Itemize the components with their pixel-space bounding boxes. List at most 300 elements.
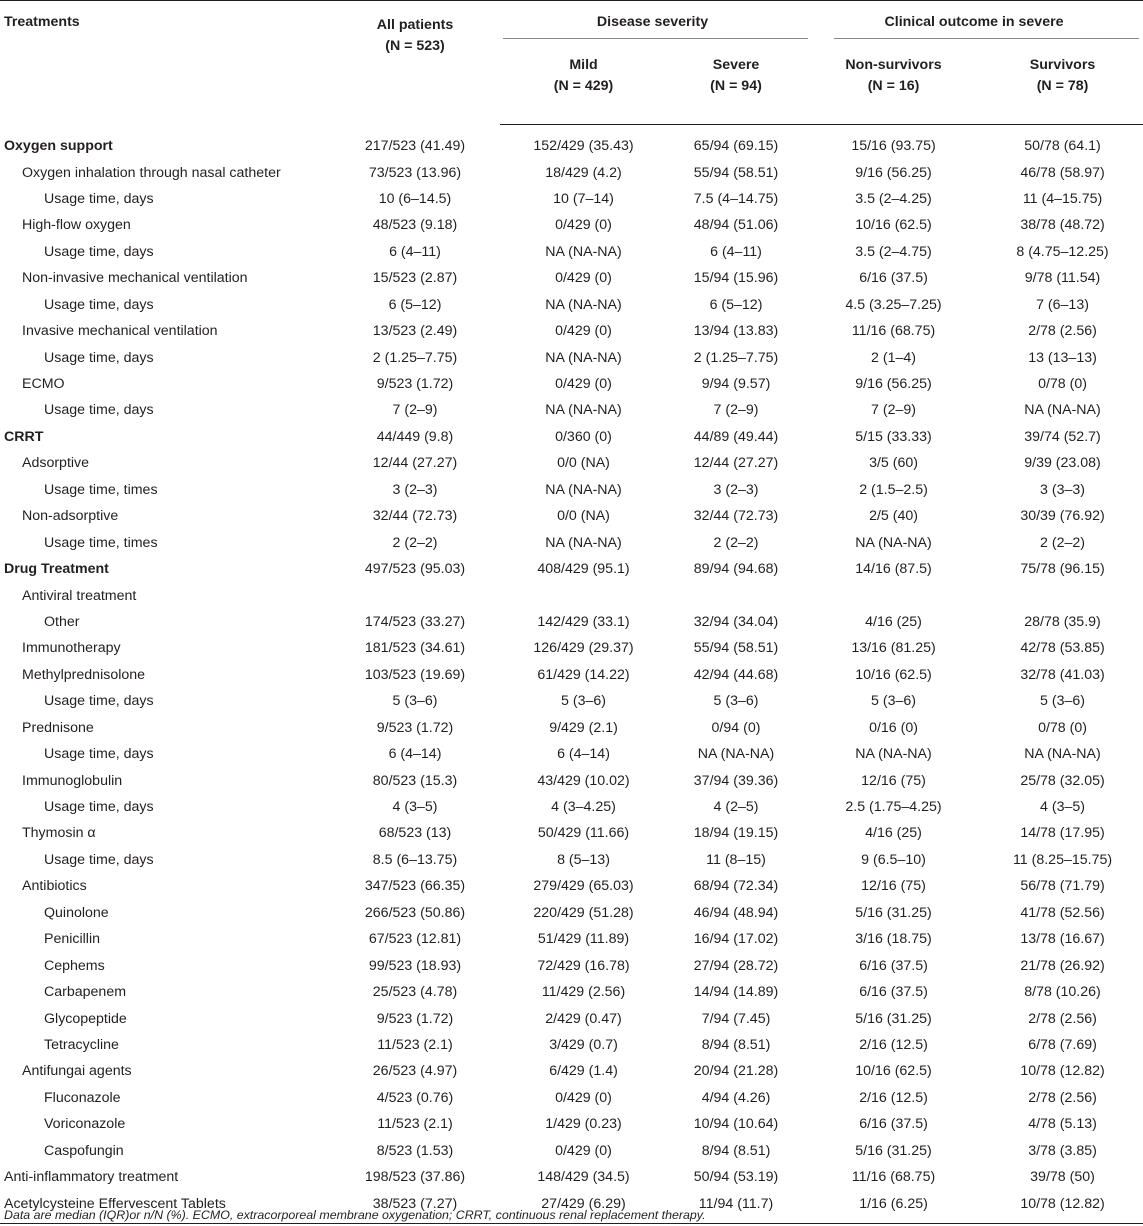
cell-value: 4/94 (4.26): [701, 1089, 771, 1106]
cell-value: 41/78 (52.56): [1020, 904, 1105, 921]
row-label: Usage time, days: [44, 243, 154, 260]
cell-value: 38/523 (7.27): [330, 1191, 500, 1224]
cell-value: 3 (2–3): [713, 481, 759, 498]
cell-value: 27/429 (6.29): [500, 1191, 667, 1224]
cell-value: 51/429 (11.89): [537, 931, 630, 948]
table-row: [0, 847, 1143, 873]
row-label: ECMO: [22, 376, 65, 393]
cell-value: 8 (5–13): [557, 851, 610, 868]
header-mild: [500, 41, 667, 125]
cell-value: 3.5 (2–4.25): [855, 190, 932, 207]
cell-value: [500, 582, 667, 608]
cell-value: 67/523 (12.81): [368, 931, 462, 948]
cell-value: 18/429 (4.2): [545, 164, 622, 181]
header-non-survivors-n: (N = 16): [867, 78, 920, 94]
cell-value: 0/429 (0): [555, 217, 612, 234]
cell-value: 497/523 (95.03): [364, 561, 466, 578]
row-label: Usage time, days: [44, 296, 154, 313]
table-row: [0, 450, 1143, 476]
cell-value: 75/78 (96.15): [1020, 561, 1105, 578]
cell-value: 4 (3–5): [1040, 799, 1085, 816]
cell-value: 0/429 (0): [555, 1142, 612, 1159]
cell-value: 266/523 (50.86): [364, 904, 466, 921]
cell-value: NA (NA-NA): [855, 746, 932, 763]
cell-value: 347/523 (66.35): [364, 878, 466, 895]
table-row: [0, 186, 1143, 212]
cell-value: 50/94 (53.19): [693, 1169, 779, 1186]
table-row: [0, 582, 1143, 608]
header-non-survivors: [805, 41, 982, 125]
cell-value: 2 (2–2): [392, 534, 438, 551]
cell-value: 6/16 (37.5): [859, 957, 928, 974]
cell-value: 2 (1.25–7.75): [372, 349, 458, 366]
cell-value: 0/16 (0): [869, 719, 918, 736]
cell-value: 13/523 (2.49): [372, 323, 458, 340]
cell-value: 8/523 (1.53): [376, 1142, 454, 1159]
cell-value: NA (NA-NA): [855, 534, 932, 551]
cell-value: 48/94 (51.06): [693, 217, 779, 234]
cell-value: 15/94 (15.96): [693, 270, 779, 287]
cell-value: 4.5 (3.25–7.25): [845, 296, 942, 313]
cell-value: 8.5 (6–13.75): [372, 851, 458, 868]
cell-value: 9/523 (1.72): [376, 1010, 454, 1027]
table-footnote: Data are median (IQR)or n/N (%). ECMO, extracorporeal membrane oxygenation; CRRT, continuous renal replacement therapy.: [4, 1208, 706, 1222]
cell-value: 7/94 (7.45): [701, 1010, 771, 1027]
cell-value: 4/523 (0.76): [376, 1089, 454, 1106]
cell-value: 10/94 (10.64): [693, 1116, 779, 1133]
row-label: Immunoglobulin: [22, 772, 123, 789]
cell-value: 11/523 (2.1): [377, 1116, 453, 1133]
cell-value: 103/523 (19.69): [364, 666, 466, 683]
cell-value: 5 (3–6): [561, 693, 606, 710]
cell-value: 2 (2–2): [1040, 534, 1085, 551]
cell-value: 32/44 (72.73): [693, 508, 779, 525]
cell-value: 39/78 (50): [1030, 1169, 1095, 1186]
cell-value: 8/94 (8.51): [701, 1036, 771, 1053]
cell-value: 6/78 (7.69): [1028, 1036, 1097, 1053]
cell-value: 25/523 (4.78): [372, 984, 458, 1001]
row-label: Usage time, days: [44, 799, 154, 816]
cell-value: 42/78 (53.85): [1020, 640, 1105, 657]
cell-value: 2 (1–4): [871, 349, 916, 366]
cell-value: 4 (3–4.25): [551, 799, 616, 816]
cell-value: 3.5 (2–4.75): [855, 243, 932, 260]
cell-value: 5/16 (31.25): [855, 904, 932, 921]
cell-value: 5/16 (31.25): [855, 1010, 932, 1027]
table-row: [0, 926, 1143, 952]
cell-value: 4 (3–5): [392, 799, 438, 816]
cell-value: 68/94 (72.34): [693, 878, 779, 895]
header-disease-severity: Disease severity: [500, 1, 805, 42]
table-row: [0, 212, 1143, 238]
cell-value: 9 (6.5–10): [861, 851, 926, 868]
cell-value: 7 (6–13): [1036, 296, 1089, 313]
table-row: [0, 556, 1143, 582]
cell-value: 7 (2–9): [713, 402, 759, 419]
cell-value: 5/15 (33.33): [855, 428, 932, 445]
cell-value: 10/16 (62.5): [855, 1063, 932, 1080]
cell-value: 181/523 (34.61): [364, 640, 466, 657]
cell-value: 89/94 (94.68): [693, 561, 779, 578]
table-row: [0, 265, 1143, 291]
table-body: [0, 125, 1143, 1224]
cell-value: 8/78 (10.26): [1024, 984, 1101, 1001]
table-row: [0, 953, 1143, 979]
header-clinical-outcome: Clinical outcome in severe: [805, 1, 1143, 42]
cell-value: NA (NA-NA): [545, 402, 622, 419]
table-row: [0, 1058, 1143, 1084]
cell-value: 9/523 (1.72): [376, 376, 454, 393]
row-label: Usage time, days: [44, 851, 154, 868]
row-label: Non-invasive mechanical ventilation: [22, 270, 248, 287]
cell-value: 13/16 (81.25): [851, 640, 936, 657]
cell-value: 0/0 (NA): [557, 455, 610, 472]
row-label: Anti-inflammatory treatment: [4, 1169, 179, 1186]
cell-value: 13 (13–13): [1028, 349, 1097, 366]
cell-value: 32/44 (72.73): [372, 508, 458, 525]
cell-value: 32/94 (34.04): [693, 613, 779, 630]
cell-value: 9/523 (1.72): [376, 719, 454, 736]
cell-value: 32/78 (41.03): [1020, 666, 1105, 683]
cell-value: 4/16 (25): [865, 613, 922, 630]
table-row: [0, 530, 1143, 556]
cell-value: 8 (4.75–12.25): [1016, 243, 1109, 260]
cell-value: 37/94 (39.36): [693, 772, 779, 789]
cell-value: 0/94 (0): [711, 719, 761, 736]
cell-value: 1/16 (6.25): [805, 1191, 982, 1224]
table-row: [0, 741, 1143, 767]
cell-value: NA (NA-NA): [545, 296, 622, 313]
cell-value: 11/429 (2.56): [541, 984, 626, 1001]
cell-value: 279/429 (65.03): [533, 878, 634, 895]
row-label: Thymosin α: [22, 825, 96, 842]
cell-value: 6 (4–11): [710, 243, 762, 260]
cell-value: 46/78 (58.97): [1020, 164, 1105, 181]
cell-value: 5 (3–6): [392, 693, 438, 710]
row-label: Usage time, days: [44, 746, 154, 763]
cell-value: 0/429 (0): [555, 1089, 612, 1106]
row-label: Glycopeptide: [44, 1010, 127, 1027]
table-row: [0, 424, 1143, 450]
cell-value: 11/16 (68.75): [851, 323, 936, 340]
cell-value: 65/94 (69.15): [693, 138, 779, 155]
table-row: [0, 609, 1143, 635]
row-label: Usage time, times: [44, 481, 158, 498]
cell-value: NA (NA-NA): [697, 746, 775, 763]
row-label: Caspofungin: [44, 1142, 124, 1159]
header-survivors-label: Survivors: [1029, 57, 1096, 73]
cell-value: 13/78 (16.67): [1020, 931, 1105, 948]
cell-value: 2/5 (40): [869, 508, 918, 525]
cell-value: 68/523 (13): [378, 825, 452, 842]
row-label: Quinolone: [44, 904, 109, 921]
row-label: High-flow oxygen: [22, 217, 131, 234]
table-row: [0, 371, 1143, 397]
cell-value: 6 (4–14): [557, 746, 610, 763]
cell-value: 14/16 (87.5): [855, 561, 932, 578]
row-label: Invasive mechanical ventilation: [22, 323, 218, 340]
table-row: [0, 1085, 1143, 1111]
table-row: [0, 345, 1143, 371]
row-label: Other: [44, 613, 80, 630]
header-survivors-n: (N = 78): [1036, 78, 1089, 94]
cell-value: 3/5 (60): [869, 455, 918, 472]
cell-value: 8/94 (8.51): [701, 1142, 771, 1159]
table-row: [0, 900, 1143, 926]
cell-value: NA (NA-NA): [545, 481, 622, 498]
cell-value: 15/16 (93.75): [851, 138, 936, 155]
cell-value: 27/94 (28.72): [693, 957, 779, 974]
row-label: Usage time, days: [44, 349, 154, 366]
cell-value: 6/429 (1.4): [549, 1063, 618, 1080]
cell-value: 7 (2–9): [871, 402, 916, 419]
cell-value: 48/523 (9.18): [372, 217, 458, 234]
cell-value: NA (NA-NA): [545, 534, 622, 551]
cell-value: 44/89 (49.44): [693, 428, 779, 445]
cell-value: 6 (5–12): [709, 296, 763, 313]
row-label: Tetracycline: [44, 1036, 119, 1053]
cell-value: 3 (3–3): [1040, 481, 1085, 498]
cell-value: 43/429 (10.02): [537, 772, 630, 789]
cell-value: 0/0 (NA): [557, 508, 610, 525]
cell-value: 61/429 (14.22): [537, 666, 630, 683]
cell-value: 3/78 (3.85): [1028, 1142, 1097, 1159]
cell-value: 50/429 (11.66): [537, 825, 630, 842]
cell-value: 3/16 (18.75): [855, 931, 932, 948]
cell-value: 152/429 (35.43): [533, 138, 634, 155]
cell-value: 2 (1.25–7.75): [693, 349, 779, 366]
cell-value: 142/429 (33.1): [537, 613, 630, 630]
cell-value: 10/78 (12.82): [1020, 1063, 1105, 1080]
header-survivors: [982, 41, 1143, 125]
cell-value: 12/16 (75): [861, 878, 926, 895]
header-non-survivors-label: Non-survivors: [845, 57, 942, 73]
cell-value: 11 (4–15.75): [1022, 190, 1103, 207]
cell-value: 2/78 (2.56): [1028, 323, 1097, 340]
cell-value: NA (NA-NA): [545, 349, 622, 366]
header-severe-n: (N = 94): [710, 78, 762, 94]
table-row: [0, 635, 1143, 661]
cell-value: 2/16 (12.5): [859, 1089, 928, 1106]
cell-value: 2 (1.5–2.5): [859, 481, 928, 498]
cell-value: 11/523 (2.1): [377, 1036, 453, 1053]
table-row: [0, 503, 1143, 529]
cell-value: 72/429 (16.78): [537, 957, 630, 974]
table-row: [0, 397, 1143, 423]
cell-value: 9/39 (23.08): [1024, 455, 1101, 472]
header-all-patients-n: (N = 523): [385, 38, 445, 54]
table-row: [0, 715, 1143, 741]
cell-value: 9/78 (11.54): [1024, 270, 1101, 287]
cell-value: 5 (3–6): [1040, 693, 1085, 710]
cell-value: NA (NA-NA): [1024, 402, 1101, 419]
cell-value: 6/16 (37.5): [859, 984, 928, 1001]
table-row: [0, 794, 1143, 820]
cell-value: 2.5 (1.75–4.25): [845, 799, 942, 816]
cell-value: 126/429 (29.37): [533, 640, 634, 657]
row-label: Antibiotics: [22, 878, 87, 895]
header-mild-label: Mild: [569, 57, 598, 73]
cell-value: 11 (8.25–15.75): [1012, 851, 1113, 868]
cell-value: 25/78 (32.05): [1020, 772, 1105, 789]
cell-value: 30/39 (76.92): [1020, 508, 1105, 525]
cell-value: 6 (4–14): [388, 746, 442, 763]
cell-value: 0/429 (0): [555, 376, 612, 393]
cell-value: 13/94 (13.83): [693, 323, 779, 340]
cell-value: 408/429 (95.1): [537, 561, 630, 578]
cell-value: 26/523 (4.97): [372, 1063, 458, 1080]
cell-value: NA (NA-NA): [1024, 746, 1101, 763]
cell-value: 12/16 (75): [861, 772, 926, 789]
row-label: Immunotherapy: [22, 640, 121, 657]
table-row: [0, 1032, 1143, 1058]
cell-value: 5 (3–6): [871, 693, 916, 710]
cell-value: 44/449 (9.8): [376, 428, 454, 445]
cell-value: NA (NA-NA): [545, 243, 622, 260]
header-all-patients-label: All patients: [376, 17, 454, 33]
row-label: Fluconazole: [44, 1089, 121, 1106]
cell-value: 50/78 (64.1): [1024, 138, 1101, 155]
row-label: Penicillin: [44, 931, 100, 948]
cell-value: 148/429 (34.5): [537, 1169, 630, 1186]
row-label: Oxygen inhalation through nasal catheter: [22, 164, 281, 181]
cell-value: 2/16 (12.5): [859, 1036, 928, 1053]
cell-value: 55/94 (58.51): [693, 640, 779, 657]
cell-value: 0/78 (0): [1038, 376, 1087, 393]
cell-value: 2/78 (2.56): [1028, 1089, 1097, 1106]
disease-severity-rule: [503, 38, 808, 39]
row-label: Voriconazole: [44, 1116, 126, 1133]
cell-value: 217/523 (41.49): [364, 137, 466, 154]
cell-value: [982, 582, 1143, 608]
cell-value: 12/44 (27.27): [693, 455, 779, 472]
cell-value: 6 (5–12): [388, 296, 442, 313]
row-label: Oxygen support: [4, 137, 113, 154]
header-all-patients: [330, 1, 500, 125]
cell-value: 42/94 (44.68): [693, 666, 779, 683]
cell-value: 4 (2–5): [713, 799, 759, 816]
cell-value: 11/16 (68.75): [851, 1169, 936, 1186]
cell-value: 5/16 (31.25): [855, 1142, 932, 1159]
table-row: [0, 318, 1143, 344]
row-label: Usage time, times: [44, 534, 158, 551]
header-treatments: Treatments: [0, 1, 330, 125]
cell-value: 99/523 (18.93): [368, 957, 462, 974]
row-label: Antifungai agents: [22, 1063, 132, 1080]
row-label: Adsorptive: [22, 455, 90, 472]
header-severe-label: Severe: [712, 57, 760, 73]
cell-value: 10/78 (12.82): [982, 1191, 1143, 1224]
table-row: [0, 979, 1143, 1005]
cell-value: 12/44 (27.27): [372, 455, 458, 472]
cell-value: 10 (6–14.5): [378, 190, 452, 207]
row-label: Usage time, days: [44, 693, 154, 710]
table-row: [0, 239, 1143, 265]
cell-value: 0/78 (0): [1038, 719, 1087, 736]
table-row: [0, 688, 1143, 714]
cell-value: 4/16 (25): [865, 825, 922, 842]
row-label: Usage time, days: [44, 190, 154, 207]
cell-value: 56/78 (71.79): [1020, 878, 1105, 895]
cell-value: 38/78 (48.72): [1020, 217, 1105, 234]
row-label: Usage time, days: [44, 402, 154, 419]
cell-value: 46/94 (48.94): [693, 904, 779, 921]
cell-value: 73/523 (13.96): [368, 164, 462, 181]
row-label: Prednisone: [22, 719, 94, 736]
row-label: Drug Treatment: [4, 561, 109, 578]
cell-value: 0/360 (0): [555, 428, 612, 445]
cell-value: 0/429 (0): [555, 270, 612, 287]
cell-value: 80/523 (15.3): [372, 772, 458, 789]
cell-value: [667, 582, 805, 608]
cell-value: 174/523 (33.27): [364, 613, 466, 630]
cell-value: 9/16 (56.25): [855, 376, 932, 393]
cell-value: 1/429 (0.23): [545, 1116, 622, 1133]
table-row: [0, 873, 1143, 899]
cell-value: 39/74 (52.7): [1024, 428, 1101, 445]
cell-value: 5 (3–6): [713, 693, 759, 710]
cell-value: 9/16 (56.25): [855, 164, 932, 181]
cell-value: 14/94 (14.89): [693, 984, 779, 1001]
table-row: [0, 477, 1143, 503]
cell-value: 9/429 (2.1): [549, 719, 618, 736]
cell-value: 20/94 (21.28): [693, 1063, 779, 1080]
table-row: [0, 820, 1143, 846]
row-label: CRRT: [4, 428, 44, 445]
cell-value: 2/429 (0.47): [545, 1010, 622, 1027]
cell-value: 3 (2–3): [392, 481, 438, 498]
cell-value: 18/94 (19.15): [693, 825, 779, 842]
cell-value: 7 (2–9): [392, 402, 438, 419]
table-row: [0, 768, 1143, 794]
cell-value: 16/94 (17.02): [693, 931, 779, 948]
row-label: Non-adsorptive: [22, 508, 119, 525]
cell-value: 28/78 (35.9): [1024, 613, 1101, 630]
row-label: Antiviral treatment: [22, 587, 137, 604]
header-severe: [667, 41, 805, 125]
table-header: [0, 1, 1143, 125]
cell-value: 10 (7–14): [553, 190, 614, 207]
cell-value: 55/94 (58.51): [693, 164, 779, 181]
cell-value: 9/94 (9.57): [701, 376, 771, 393]
cell-value: 6 (4–11): [389, 243, 441, 260]
row-label: Methylprednisolone: [22, 666, 146, 683]
cell-value: 2/78 (2.56): [1028, 1010, 1097, 1027]
table-row: [0, 159, 1143, 185]
cell-value: 15/523 (2.87): [372, 270, 458, 287]
table-row: [0, 1138, 1143, 1164]
cell-value: [805, 582, 982, 608]
row-label: Carbapenem: [44, 984, 127, 1001]
table-row: [0, 125, 1143, 160]
cell-value: [330, 582, 500, 608]
cell-value: 7.5 (4–14.75): [693, 190, 779, 207]
clinical-outcome-rule: [834, 38, 1139, 39]
cell-value: 3/429 (0.7): [549, 1036, 618, 1053]
cell-value: 6/16 (37.5): [859, 1116, 928, 1133]
cell-value: 14/78 (17.95): [1020, 825, 1105, 842]
cell-value: 10/16 (62.5): [855, 666, 932, 683]
cell-value: 21/78 (26.92): [1020, 957, 1105, 974]
cell-value: 2 (2–2): [713, 534, 759, 551]
table-row: [0, 662, 1143, 688]
cell-value: 10/16 (62.5): [855, 217, 932, 234]
row-label: Cephems: [44, 957, 105, 974]
cell-value: 11/94 (11.7): [667, 1191, 805, 1224]
cell-value: 4/78 (5.13): [1028, 1116, 1097, 1133]
cell-value: 11 (8–15): [706, 851, 766, 868]
table-row: [0, 292, 1143, 318]
